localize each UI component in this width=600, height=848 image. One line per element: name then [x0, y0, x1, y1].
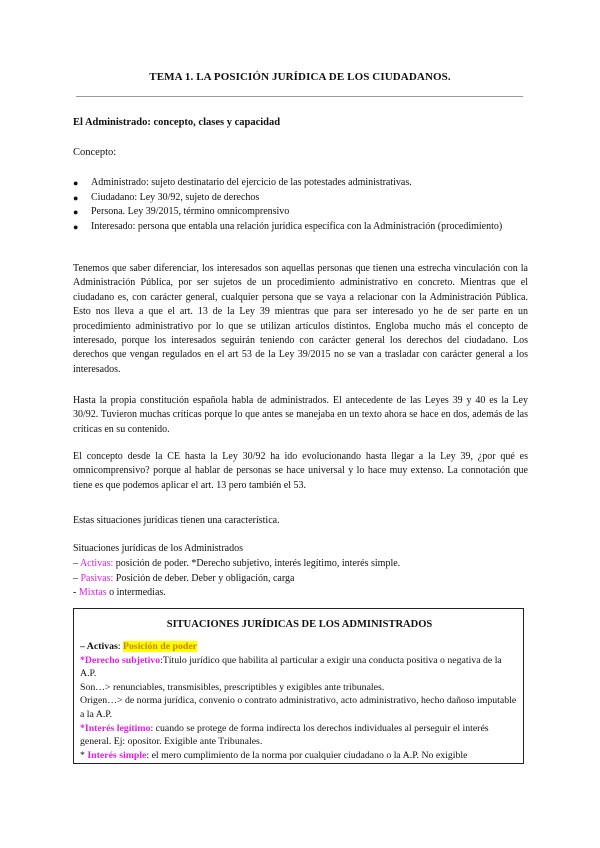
section-heading: El Administrado: concepto, clases y capacidad [73, 117, 281, 128]
situacion-mixtas: - Mixtas o intermedias. [73, 587, 166, 599]
bullet-icon: ● [73, 178, 79, 188]
concept-label: Concepto: [73, 147, 117, 158]
title-divider [76, 96, 523, 97]
list-item: ● Administrado: sujeto destinatario del ejercicio de las potestades administrativas. [73, 176, 528, 191]
box-origen-line: Origen…> de norma jurídica, convenio o contrato administrativo, acto administrativo, hecho dañoso imputable a la A.P. [80, 695, 517, 720]
box-interes-simple: * Interés simple: el mero cumplimiento de la norma por cualquier ciudadano o la A.P. No exigible [80, 749, 468, 761]
paragraph-concepto-ce: El concepto desde la CE hasta la Ley 30/92 ha ido evolucionando hasta llegar a la Ley 39, ¿por qué es omnicomprensivo? porque al hablar de personas se hace universal y lo hace muy extenso. La connotación que tiene es que podemos aplicar el art. 13 pero también el 53. [73, 451, 528, 491]
box-son-line: Son…> renunciables, transmisibles, prescriptibles y exigibles ante tribunales. [80, 681, 385, 693]
list-item: ● Persona. Ley 39/2015, término omnicomprensivo [73, 205, 528, 220]
list-item: ● Interesado: persona que entabla una relación jurídica específica con la Administración (procedimiento) [73, 220, 528, 235]
box-activas-line: – Activas: Posición de poder [80, 641, 198, 652]
bullet-icon: ● [73, 221, 79, 232]
bullet-icon: ● [73, 207, 79, 218]
paragraph-caracteristica: Estas situaciones jurídicas tienen una característica. [73, 515, 280, 526]
page-title: TEMA 1. LA POSICIÓN JURÍDICA DE LOS CIUDADANOS. [149, 71, 451, 83]
box-body [80, 640, 519, 762]
list-item: ● Ciudadano: Ley 30/92, sujeto de derechos [73, 191, 528, 206]
situaciones-list [73, 542, 528, 601]
box-interes-legitimo: *Interés legítimo: cuando se protege de forma indirecta los derechos individuales al perseguir el interés general. Ej: opositor. Exigible ante Tribunales. [80, 722, 489, 748]
situacion-activas: – Activas: posición de poder. *Derecho subjetivo, interés legítimo, interés simple. [73, 557, 401, 569]
bullet-icon: ● [73, 192, 79, 203]
paragraph-interesados: Tenemos que saber diferenciar, los interesados son aquellas personas que tienen una estrecha vinculación con la Administración Pública, por ser sujetos de un procedimiento administrativo en concreto. Mientras que el ciudadano es, con carácter general, cualquier persona que se vaya a relacionar con la Administración Pública. Esto nos lleva a que el art. 13 de la Ley 39 mientras que para ser interesado yo he de ser parte en un procedimiento administrativo por lo que se utilizan artículos distintos. Engloba mucho más el concepto de interesado, porque los interesados seguirán teniendo con carácter general los derechos del ciudadano. Los derechos que vengan regulados en el art 53 de la Ley 39/2015 no se van a trasladar con carácter general a los interesados. [73, 263, 528, 375]
concept-bullet-list [73, 176, 528, 234]
paragraph-constitucion: Hasta la propia constitución española habla de administrados. El antecedente de las Leyes 39 y 40 es la Ley 30/92. Tuvieron muchas críticas porque lo que antes se manejaba en un texto ahora se hace en dos, además de las críticas en su contenido. [73, 395, 528, 435]
box-title: SITUACIONES JURÍDICAS DE LOS ADMINISTRADOS [166, 619, 433, 630]
box-derecho-subjetivo: *Derecho subjetivo:Título jurídico que habilita al particular a exigir una conducta positiva o negativa de la A.P. [80, 654, 502, 680]
situacion-pasivas: – Pasivas: Posición de deber. Deber y obligación, carga [73, 572, 295, 584]
situaciones-summary-box [73, 608, 524, 764]
situaciones-heading: Situaciones jurídicas de los Administrados [73, 543, 243, 554]
